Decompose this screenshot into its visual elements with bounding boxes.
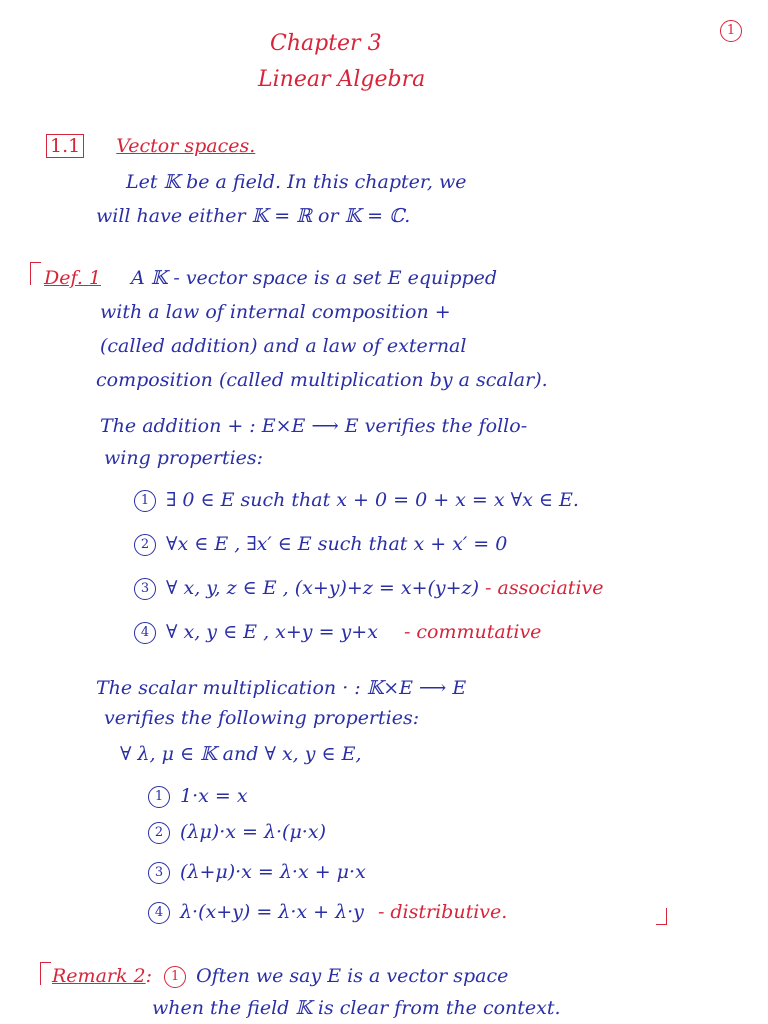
commutative-note: - commutative — [403, 621, 542, 643]
remark-label: Remark 2 — [52, 965, 146, 987]
scalar-property-3: 3 (λ+μ)·x = λ·x + μ·x — [148, 860, 366, 884]
associative-note: - associative — [485, 577, 604, 599]
distributive-note: - distributive. — [377, 901, 508, 923]
definition-line-3: (called addition) and a law of external — [100, 335, 467, 357]
definition-label: Def. 1 — [44, 267, 101, 289]
intro-line-1: Let 𝕂 be a field. In this chapter, we — [126, 171, 467, 193]
addition-intro-1: The addition + : E×E ⟶ E verifies the follo- — [100, 415, 528, 437]
remark-line-1: Remark 2: 1 Often we say E is a vector space — [52, 965, 509, 987]
definition-end-corner — [656, 908, 667, 925]
page-number: 1 — [720, 20, 742, 42]
section-number: 1.1 — [46, 134, 84, 158]
scalar-intro-2: verifies the following properties: — [104, 707, 420, 729]
addition-intro-2: wing properties: — [104, 447, 264, 469]
addition-property-1: 1 ∃ 0 ∈ E such that x + 0 = 0 + x = x ∀x ∈ E. — [134, 488, 579, 512]
subject-title: Linear Algebra — [258, 67, 426, 92]
remark-line-2: when the field 𝕂 is clear from the context. — [152, 997, 561, 1019]
definition-line-4: composition (called multiplication by a scalar). — [96, 369, 548, 391]
scalar-property-1: 1 1·x = x — [148, 784, 248, 808]
section-heading — [46, 134, 255, 158]
definition-line-2: with a law of internal composition + — [100, 301, 451, 323]
scalar-intro-3: ∀ λ, μ ∈ 𝕂 and ∀ x, y ∈ E, — [120, 743, 362, 765]
remark-bracket — [40, 962, 51, 985]
scalar-property-2: 2 (λμ)·x = λ·(μ·x) — [148, 820, 326, 844]
intro-line-2: will have either 𝕂 = ℝ or 𝕂 = ℂ. — [96, 205, 411, 227]
chapter-title: Chapter 3 — [270, 31, 382, 56]
remark-number: 1 — [164, 966, 186, 988]
addition-property-4: 4 ∀ x, y ∈ E , x+y = y+x - commutative — [134, 620, 541, 644]
definition-line-1: Def. 1 A 𝕂 - vector space is a set E equipped — [44, 267, 498, 289]
addition-property-3: 3 ∀ x, y, z ∈ E , (x+y)+z = x+(y+z) - associative — [134, 576, 604, 600]
section-title: Vector spaces. — [116, 135, 256, 157]
scalar-intro-1: The scalar multiplication · : 𝕂×E ⟶ E — [96, 677, 467, 699]
addition-property-2: 2 ∀x ∈ E , ∃x′ ∈ E such that x + x′ = 0 — [134, 532, 507, 556]
scalar-property-4: 4 λ·(x+y) = λ·x + λ·y - distributive. — [148, 900, 507, 924]
definition-bracket — [30, 262, 41, 285]
